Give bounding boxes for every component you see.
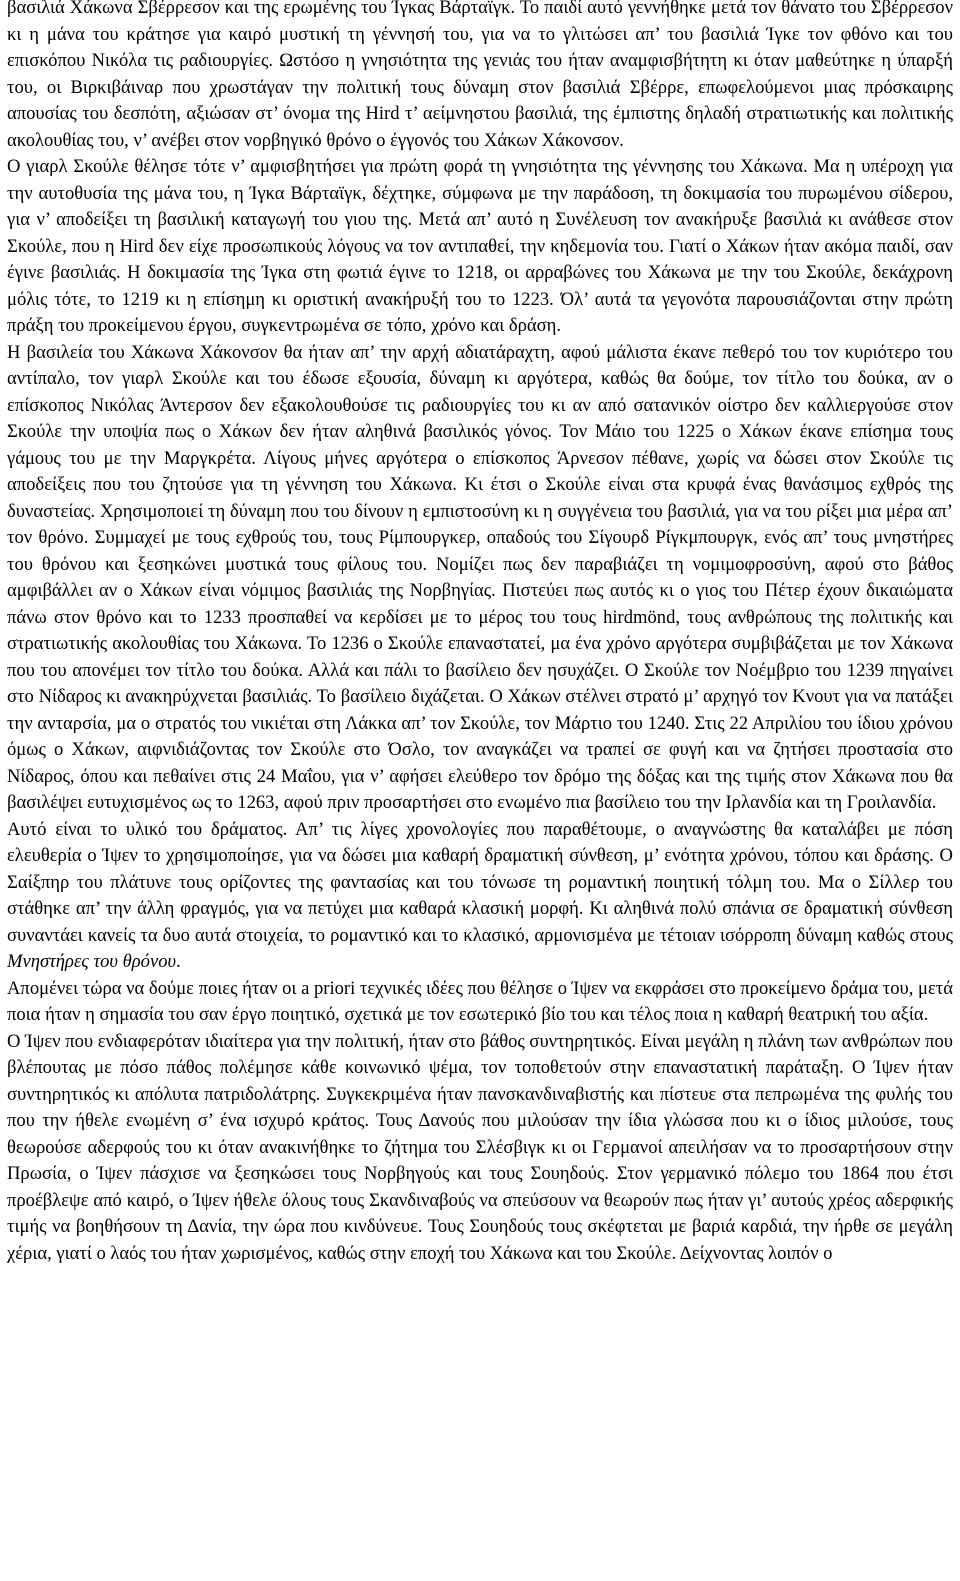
text-segment: Απομένει τώρα να δούμε ποιες ήταν οι a priori τεχνικές ιδέες που θέλησε ο Ίψεν να εκφράσει στο προκείμενο δράμα του, μετά ποια ήταν η σημασία του σαν έργο ποιητικό, σχετικά με τον εσωτερικό βίο του και τέλος ποια η καθαρή θεατρική του αξία.	[7, 977, 954, 1025]
paragraph-1	[7, 0, 953, 154]
paragraph-4	[7, 817, 953, 976]
text-segment: Ο γιαρλ Σκούλε θέλησε τότε ν’ αμφισβητήσει για πρώτη φορά τη γνησιότητα της γέννησης του Χάκωνα. Μα η υπέροχη για την αυτοθυσία της μάνα του, η Ίγκα Βάρταϊγκ, δέχτηκε, σύμφωνα με την παράδοση, τη δοκιμασία του πυρωμένου σίδερου, για ν’ αποδείξει τη βασιλική καταγωγή του γιου της. Μετά απ’ αυτό η Συνέλευση τον ανακήρυξε βασιλιά κι ανάθεσε στον Σκούλε, που η Hird δεν είχε προσωπικούς λόγους να τον αντιπαθεί, την κηδεμονία του. Γιατί ο Χάκων ήταν ακόμα παιδί, σαν έγινε βασιλιάς. Η δοκιμασία της Ίγκα στη φωτιά έγινε το 1218, οι αρραβώνες του Χάκωνα με την του Σκούλε, δεκάχρονη μόλις τότε, το 1219 κι η επίσημη κι οριστική ανακήρυξή του το 1223. Όλ’ αυτά τα γεγονότα παρουσιάζονται στην πρώτη πράξη του προκείμενου έργου, συγκεντρωμένα σε τόπο, χρόνο και δράση.	[7, 156, 953, 336]
paragraph-2	[7, 154, 953, 340]
text-segment: Ο Ίψεν που ενδιαφερόταν ιδιαίτερα για την πολιτική, ήταν στο βάθος συντηρητικός. Είναι μεγάλη η πλάνη των ανθρώπων που βλέπουτας με πόσο πάθος πολέμησε κάθε κοινωνικό ψέμα, τον τοποθετούν στην επαναστατική παράταξη. Ο Ίψεν ήταν συντηρητικός κι απόλυτα πατριδολάτρης. Συγκεκριμένα ήταν πανσκανδιναβιστής και πίστευε στα πεπρωμένα της φυλής του που την ήθελε ενωμένη σ’ ένα ισχυρό κράτος. Τους Δανούς που μιλούσαν την ίδια γλώσσα που κι ο ίδιος μιλούσε, τους θεωρούσε αδερφούς του κι όταν ανακινήθηκε το ζήτημα του Σλέσβιγκ κι οι Γερμανοί απειλήσαν να το προσαρτήσουν στην Πρωσία, ο Ίψεν πάσχισε να ξεσηκώσει τους Νορβηγούς και τους Σουηδούς. Στον γερμανικό πόλεμο του 1864 που έτσι προέβλεψε από καιρό, ο Ίψεν ήθελε όλους τους Σκανδιναβούς να σπεύσουν να θεωρούν πως ήταν γι’ αυτούς χρέος αδερφικής τιμής να βοηθήσουν τη Δανία, την ώρα που κινδύνευε. Τους Σουηδούς τους σκέφτεται με βαριά καρδιά, την ήρθε σε μεγάλη χέρια, γιατί ο λαός του ήταν χωρισμένος, καθώς στην εποχή του Χάκωνα και του Σκούλε. Δείχνοντας λοιπόν ο	[7, 1030, 953, 1264]
text-segment: Αυτό είναι το υλικό του δράματος. Απ’ τις λίγες χρονολογίες που παραθέτουμε, ο αναγνώστης θα καταλάβει με πόση ελευθερία ο Ίψεν το χρησιμοποίησε, για να δώσει μια καθαρή δραματική σύνθεση, μ’ ενότητα χρόνου, τόπου και δράσης. Ο Σαίξπηρ του πλάτυνε τους ορίζοντες της φαντασίας και του τόνωσε τη ρομαντική ποιητική τόλμη του. Μα ο Σίλλερ του στάθηκε απ’ την άλλη φραγμός, για να πετύχει μια καθαρά κλασική μορφή. Κι αληθινά πολύ σπάνια σε δραματική σύνθεση συναντάει κανείς τα δυο αυτά στοιχεία, το ρομαντικό και το κλασικό, αρμονισμένα με τέτοιαν ισόρροπη δύναμη καθώς στους	[7, 818, 953, 946]
text-segment: .	[176, 951, 181, 972]
italic-title: Μνηστήρες του θρόνου	[7, 951, 177, 972]
document-page	[7, 0, 953, 1267]
paragraph-5	[7, 976, 953, 1029]
text-segment: βασιλιά Χάκωνα Σβέρρεσον και της ερωμένης του Ίγκας Βάρταϊγκ. Το παιδί αυτό γεννήθηκε μετά τον θάνατο του Σβέρρεσον κι η μάνα του κράτησε για καιρό μυστική τη γέννησή του, για να το γλιτώσει απ’ του βασιλιά Ίγκε τον φθόνο και του επισκόπου Νικόλα τις ραδιουργίες. Ωστόσο η γνησιότητα της γενιάς του ήταν αναμφισβήτητη κι όταν μαθεύτηκε η ύπαρξή του, οι Βιρκιβάιναρ που χρωστάγαν την πολιτική τους δύναμη στον βασιλιά Σβέρρε, επωφελούμενοι μιας πρόσκαιρης απουσίας του δεσπότη, αξιώσαν στ’ όνομα της Hird τ’ αείμνηστου βασιλιά, της έμπιστης δηλαδή στρατιωτικής και πολιτικής ακολουθίας του, ν’ ανέβει στον νορβηγικό θρόνο ο έγγονός του Χάκων Χάκονσον.	[7, 0, 953, 151]
paragraph-3	[7, 340, 953, 817]
paragraph-6	[7, 1029, 953, 1268]
text-segment: Η βασιλεία του Χάκωνα Χάκονσον θα ήταν απ’ την αρχή αδιατάραχτη, αφού μάλιστα έκανε πεθερό του τον κυριότερο του αντίπαλο, τον γιαρλ Σκούλε και του έδωσε εξουσία, δύναμη κι αργότερα, καθώς θα δούμε, τον τίτλο του δούκα, αν ο επίσκοπος Νικόλας Άντερσον δεν εξακολουθούσε τις ραδιουργίες του κι αν από σατανικόν οίστρο δεν καλλιεργούσε στον Σκούλε την υποψία πως ο Χάκων δεν ήταν αληθινά βασιλικός γόνος. Τον Μάιο του 1225 ο Χάκων έκανε επίσημα τους γάμους του με την Μαργκρέτα. Λίγους μήνες αργότερα ο επίσκοπος Άρνεσον πέθανε, χωρίς να δώσει στον Σκούλε τις αποδείξεις που του ζητούσε για τη γέννηση του Χάκωνα. Κι έτσι ο Σκούλε είναι στα κρυφά ένας θανάσιμος εχθρός της δυναστείας. Χρησιμοποιεί τη δύναμη που του δίνουν η εμπιστοσύνη κι η συγγένεια του βασιλιά, για να του ρίξει μια μέρα απ’ τον θρόνο. Συμμαχεί με τους εχθρούς του, τους Ρίμπουργκερ, οπαδούς του Σίγουρδ Ρίγκμπουργκ, ενός απ’ τους μνηστήρες του θρόνου και ξεσηκώνει μυστικά τους φίλους του. Νομίζει πως δεν παραβιάζει τη νομιμοφροσύνη, αφού στο βάθος αμφιβάλλει αν ο Χάκων είναι νόμιμος βασιλιάς της Νορβηγίας. Πιστεύει πως αυτός κι ο γιος του Πέτερ έχουν δικαιώματα πάνω στον θρόνο και το 1233 προσπαθεί να κερδίσει με το μέρος του τους hirdmönd, τους ανθρώπους της πολιτικής και στρατιωτικής ακολουθίας του Χάκωνα. Το 1236 ο Σκούλε επαναστατεί, μα ένα χρόνο αργότερα συμβιβάζεται με τον Χάκωνα που του απονέμει τον τίτλο του δούκα. Αλλά και πάλι το βασίλειο δεν ησυχάζει. Ο Σκούλε τον Νοέμβριο του 1239 πηγαίνει στο Νίδαρος κι ανακηρύχνεται βασιλιάς. Το βασίλειο διχάζεται. Ο Χάκων στέλνει στρατό μ’ αρχηγό τον Κνουτ για να πατάξει την ανταρσία, μα ο στρατός του νικιέται στη Λάκκα απ’ τον Σκούλε, τον Μάρτιο του 1240. Στις 22 Απριλίου του ίδιου χρόνου όμως ο Χάκων, αιφνιδιάζοντας τον Σκούλε στο Όσλο, τον αναγκάζει να τραπεί σε φυγή και να ζητήσει προστασία στο Νίδαρος, όπου και πεθαίνει στις 24 Μαΐου, για ν’ αφήσει ελεύθερο τον δρόμο της δόξας και της τιμής στον Χάκωνα που θα βασιλέψει ευτυχισμένος ως το 1263, αφού πριν προσαρτήσει στο ενωμένο πια βασίλειο του την Ιρλανδία και τη Γροιλανδία.	[7, 341, 953, 813]
